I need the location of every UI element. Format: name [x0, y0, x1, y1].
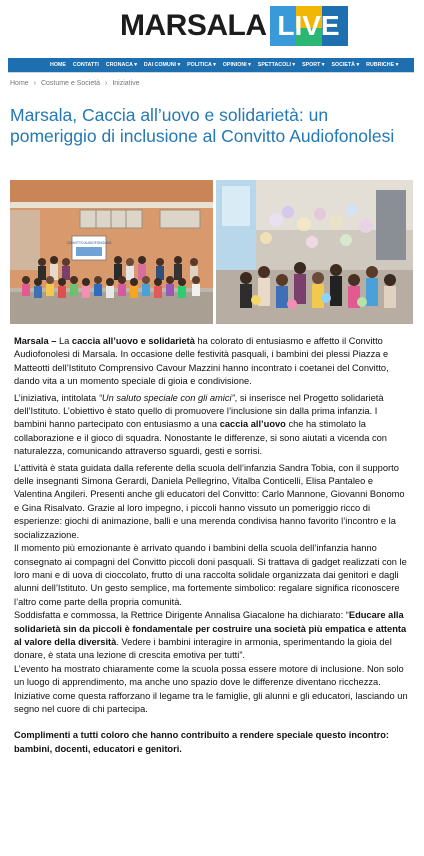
nav-cronaca[interactable]: CRONACA ▾	[105, 62, 137, 68]
article-body	[14, 335, 412, 756]
nav-contatti[interactable]: CONTATTI	[72, 62, 99, 68]
nav-politica[interactable]: POLITICA ▾	[187, 62, 216, 68]
article-photo-group	[10, 180, 213, 324]
breadcrumb-current[interactable]: Iniziative	[112, 80, 140, 87]
nav-sport[interactable]: SPORT ▾	[302, 62, 325, 68]
nav-spettacoli[interactable]: SPETTACOLI ▾	[257, 62, 296, 68]
article-title: Marsala, Caccia all’uovo e solidarietà: un pomeriggio di inclusione al Convitto Audiofonolesi	[10, 105, 395, 146]
nav-societa[interactable]: SOCIETÀ ▾	[331, 62, 360, 68]
text-run: ha colorato di entusiasmo e affetto il Convitto Audiofonolesi di Marsala. In occasione delle festività pasquali, i bambini dei plessi Piazza e Matteotti dell’Istituto Comprensivo Cavour Mazzini hanno incontrato i coetanei del Convitto, dando vita a un momento speciale di gioia e condivisione.	[14, 336, 389, 387]
nav-dai-comuni[interactable]: DAI COMUNI ▾	[143, 62, 181, 68]
nav-home[interactable]: HOME	[50, 62, 66, 68]
nav-opinioni[interactable]: OPINIONI ▾	[222, 62, 251, 68]
article-photo-event	[216, 180, 413, 324]
article-paragraph: L’attività è stata guidata dalla referente della scuola dell’infanzia Sandra Tobia, con il supporto delle insegnanti Simona Gerardi, Daniela Pellegrino, Vitalba Conticelli, Elisa Pantaleo e Valentina Angileri. Presenti anche gli educatori del Convitto: Carlo Mannone, Giovanni Bonomo e Gina Risalvato. Grazie al loro impegno, i piccoli hanno vissuto un pomeriggio ricco di esperienze: giochi di animazione, balli e una merenda condivisa hanno favorito l’incontro e la socializzazione.	[14, 462, 405, 540]
article-closing: Complimenti a tutti coloro che hanno contribuito a rendere speciale questo incontro: bambini, docenti, educatori e genitori.	[14, 730, 390, 754]
main-nav	[8, 58, 414, 72]
article-paragraph	[14, 392, 412, 459]
text-run-bold: caccia all’uovo e solidarietà	[71, 336, 195, 346]
text-run: La	[58, 336, 72, 346]
breadcrumb-separator: ›	[33, 80, 36, 87]
nav-divider	[8, 72, 414, 73]
nav-rubriche[interactable]: RUBRICHE ▾	[366, 62, 399, 68]
text-run: , si inserisce nel Progetto solidarietà dell’Istituto. L’obiettivo è stato quello di promuovere l’inclusione sin dalla prima infanzia. I bambini hanno partecipato con entusiasmo a una	[14, 392, 384, 430]
article-paragraph: L’evento ha mostrato chiaramente come la scuola possa essere motore di inclusione. Non solo un luogo di apprendimento, ma anche uno spazio dove le differenze diventano ricchezza. Iniziative come questa rafforzano il legame tra le famiglie, gli alunni e gli educatori, lasciando un segno nel cuore di chi partecipa.	[14, 663, 408, 714]
text-run: che ha stimolato la collaborazione e il gioco di squadra. Nonostante le differenze, si sono aiutati a vicenda con naturalezza, comunicando attraverso sguardi, gesti e sorrisi.	[14, 419, 387, 457]
article-paragraph	[14, 609, 412, 663]
text-run: . Vedere i bambini interagire in armonia, sperimentando la gioia del donare, è stata una lezione di crescita emotiva per tutti”.	[14, 636, 392, 661]
breadcrumb	[10, 80, 143, 87]
breadcrumb-home[interactable]: Home	[10, 80, 29, 87]
logo-word: MARSALA	[120, 9, 267, 42]
logo-live-text: LIVE	[277, 10, 340, 41]
text-run-bold: caccia all’uovo	[219, 419, 286, 430]
text-run-italic: “Un saluto speciale con gli amici”	[98, 392, 235, 403]
article-dateline: Marsala –	[14, 336, 59, 346]
text-run: Soddisfatta e commossa, la Rettrice Dirigente Annalisa Giacalone ha dichiarato: “	[14, 610, 349, 621]
article-paragraph: Il momento più emozionante è arrivato quando i bambini della scuola dell’infanzia hanno consegnato ai compagni del Convitto piccoli doni pasquali. Si trattava di gadget realizzati con le loro mani e di uova di cioccolato, frutto di una raccolta solidale organizzata dai genitori e dagli alunni dell’Istituto. Un gesto semplice, ma fortemente simbolico: regalare significa riconoscere l’altro come parte della propria comunità.	[14, 543, 407, 607]
text-run-bold: Educare alla solidarietà sin da piccoli è fondamentale per costruire una società più empatica e attenta al valore della diversità	[14, 610, 407, 647]
photo-banner-text: CONVITTO AUDIOFONOLESI	[66, 241, 112, 245]
breadcrumb-separator: ›	[105, 80, 108, 87]
logo-live-badge	[270, 6, 348, 46]
text-run: L’iniziativa, intitolata	[14, 392, 99, 403]
article-paragraph	[14, 335, 412, 389]
site-logo[interactable]	[120, 6, 348, 46]
breadcrumb-section[interactable]: Costume e Società	[40, 80, 101, 87]
